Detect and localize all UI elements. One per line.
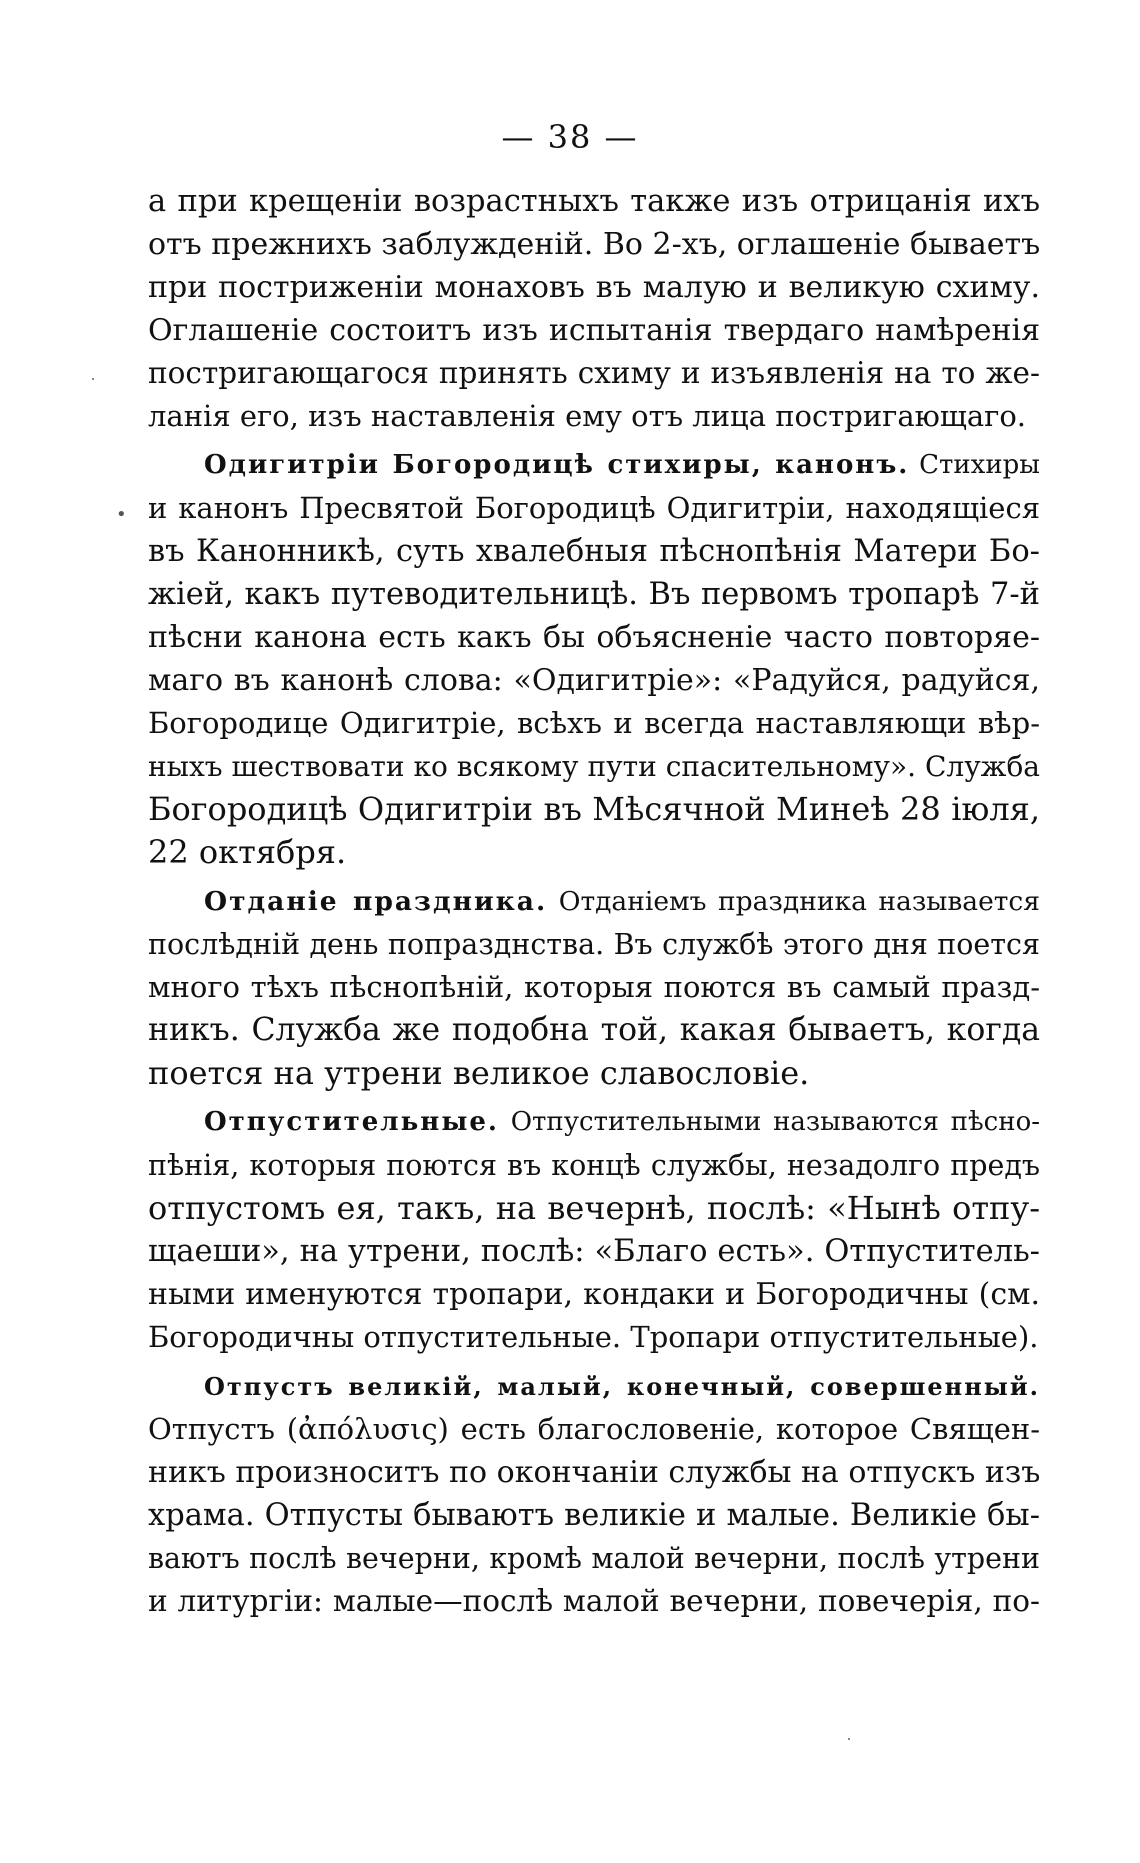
entry-heading: Отпустъ великій, малый, конечный, совершенный. [204,1372,1040,1401]
text-line: Оглашеніе состоитъ изъ испытанія твердаго намѣренія [148,313,1040,348]
text-line: ныхъ шествовати ко всякому пути спасительному». Служба [148,750,1040,783]
paragraph [148,880,1040,1095]
text-line: и канонъ Пресвятой Богородицѣ Одигитріи, находящіеся [148,491,1040,525]
text-line: никъ. Служба же подобна той, какая бываетъ, когда [148,1012,1040,1048]
text-line: щаеши», на утрени, послѣ: «Благо есть». Отпуститель- [148,1234,1040,1269]
text-line: Богородицѣ Одигитріи въ Мѣсячной Минеѣ 28 іюля, [148,790,1040,828]
entry-first-line [148,444,1040,487]
entry-text: Стихиры [919,450,1040,480]
paragraph [148,180,1040,438]
speck [92,378,94,380]
entry-heading: Отпустительные. [204,1107,499,1137]
entry-heading: Отданіе праздника. [204,886,548,917]
text-line: ваютъ послѣ вечерни, кромѣ малой вечерни, послѣ утрени [148,1542,1040,1575]
entry-text: Отданіемъ праздника называется [558,886,1040,917]
text-line: ными именуются тропари, кондаки и Богородичны (см. [148,1277,1040,1312]
paragraph [148,1101,1040,1359]
text-line: а при крещеніи возрастныхъ также изъ отрицанія ихъ [148,184,1040,219]
text-line: Отпустъ (ἀπόλυσις) есть благословеніе, которое Священ- [148,1412,1040,1446]
entry-first-line [148,1101,1040,1144]
text-line: при постриженіи монаховъ въ малую и великую схиму. [148,270,1040,305]
text-line: постригающагося принять схиму и изъявленія на то же- [148,356,1040,390]
text-line: отпустомъ ея, такъ, на вечернѣ, послѣ: «Нынѣ отпу- [148,1189,1040,1227]
text-block [148,180,1040,1623]
entry-text: Отпустительными называются пѣсно- [510,1107,1041,1137]
page-number: — 38 — [501,118,639,156]
text-line: отъ прежнихъ заблужденій. Во 2-хъ, оглашеніе бываетъ [148,227,1041,262]
text-line: Богородице Одигитріе, всѣхъ и всегда наставляющи вѣр- [148,706,1040,740]
entry-first-line [148,880,1040,923]
margin-bullet: • [116,504,127,525]
paragraph [148,1365,1040,1623]
text-line: 22 октября. [148,833,347,871]
text-line: пѣнія, которыя поются въ концѣ службы, незадолго предъ [148,1149,1040,1182]
text-line: маго въ канонѣ слова: «Одигитріе»: «Радуйся, радуйся, [148,663,1040,698]
text-line: храма. Отпусты бываютъ великіе и малые. Великіе бы- [148,1498,1040,1533]
text-line: пѣсни канона есть какъ бы объясненіе часто повторяе- [148,620,1040,655]
text-line: и литургіи: малые—послѣ малой вечерни, повечерія, по- [148,1584,1040,1618]
text-line: много тѣхъ пѣснопѣній, которыя поются въ самый празд- [148,970,1040,1004]
text-line: жіей, какъ путеводительницѣ. Въ первомъ тропарѣ 7-й [148,577,1040,612]
text-line: ланія его, изъ наставленія ему отъ лица постригающаго. [148,399,1027,433]
entry-heading: Одигитріи Богородицѣ стихиры, канонъ. [204,450,910,480]
paragraph [148,444,1040,874]
text-line: поется на утрени великое славословіе. [148,1054,810,1092]
speck [848,1738,850,1740]
text-line: послѣдній день попразднства. Въ службѣ этого дня поется [148,928,1040,961]
text-line: никъ произноситъ по окончаніи службы на отпускъ изъ [148,1455,1041,1490]
text-line: Богородичны отпустительные. Тропари отпустительные). [148,1320,1039,1354]
entry-first-line [148,1365,1040,1408]
text-line: въ Канонникѣ, суть хвалебныя пѣснопѣнія Матери Бо- [148,534,1040,569]
